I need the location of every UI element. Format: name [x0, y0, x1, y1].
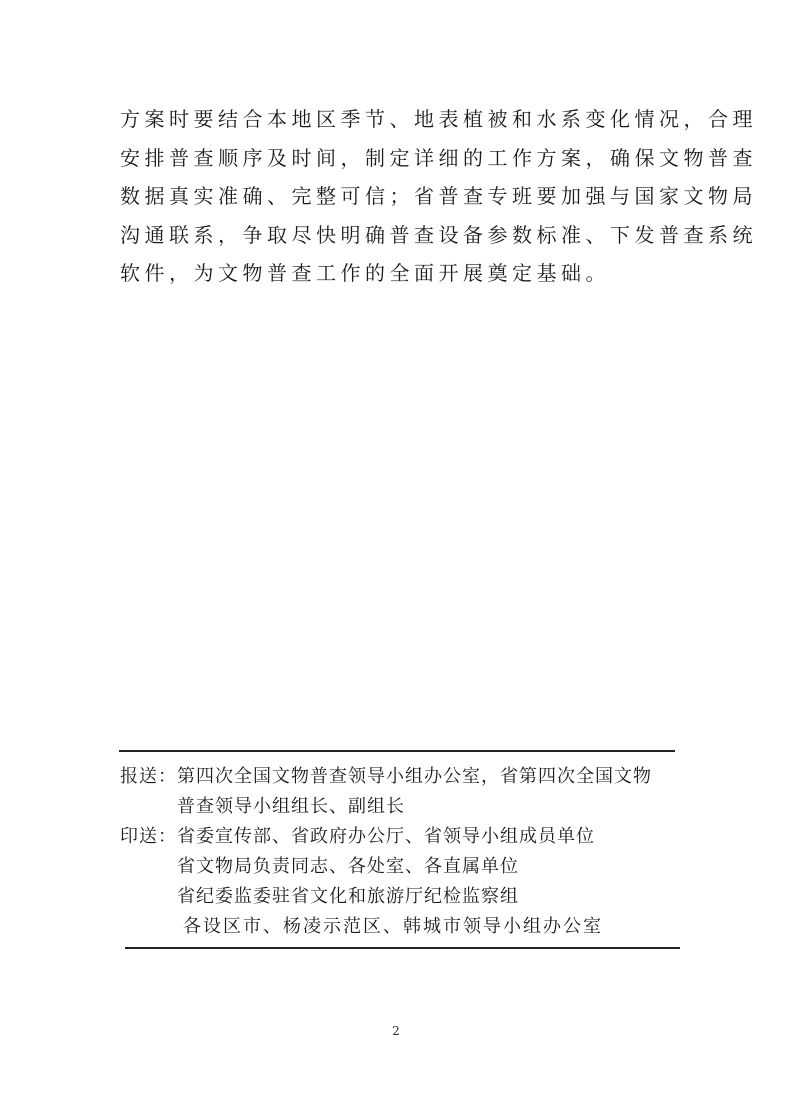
distribution-bottom-rule [125, 947, 680, 949]
copy-to-continuation: 各设区市、杨凌示范区、韩城市领导小组办公室 [183, 916, 603, 937]
body-line: 方案时要结合本地区季节、地表植被和水系变化情况，合理 [120, 107, 757, 131]
distribution-block [120, 762, 680, 942]
copy-to-line: 印送：省委宣传部、省政府办公厅、省领导小组成员单位 [120, 826, 595, 847]
report-to-continuation: 普查领导小组组长、副组长 [177, 796, 405, 817]
copy-to-continuation: 省纪委监委驻省文化和旅游厅纪检监察组 [177, 886, 519, 907]
copy-to-continuation: 省文物局负责同志、各处室、各直属单位 [177, 856, 519, 877]
distribution-top-rule [119, 750, 675, 752]
report-to-line: 报送：第四次全国文物普查领导小组办公室，省第四次全国文物 [120, 766, 652, 787]
body-line: 软件，为文物普查工作的全面开展奠定基础。 [120, 261, 610, 285]
body-line: 安排普查顺序及时间，制定详细的工作方案，确保文物普查 [120, 145, 757, 170]
body-paragraph [120, 100, 757, 293]
body-line: 数据真实准确、完整可信；省普查专班要加强与国家文物局 [120, 184, 757, 208]
page-number: 2 [392, 1024, 400, 1038]
body-line: 沟通联系，争取尽快明确普查设备参数标准、下发普查系统 [120, 222, 757, 247]
